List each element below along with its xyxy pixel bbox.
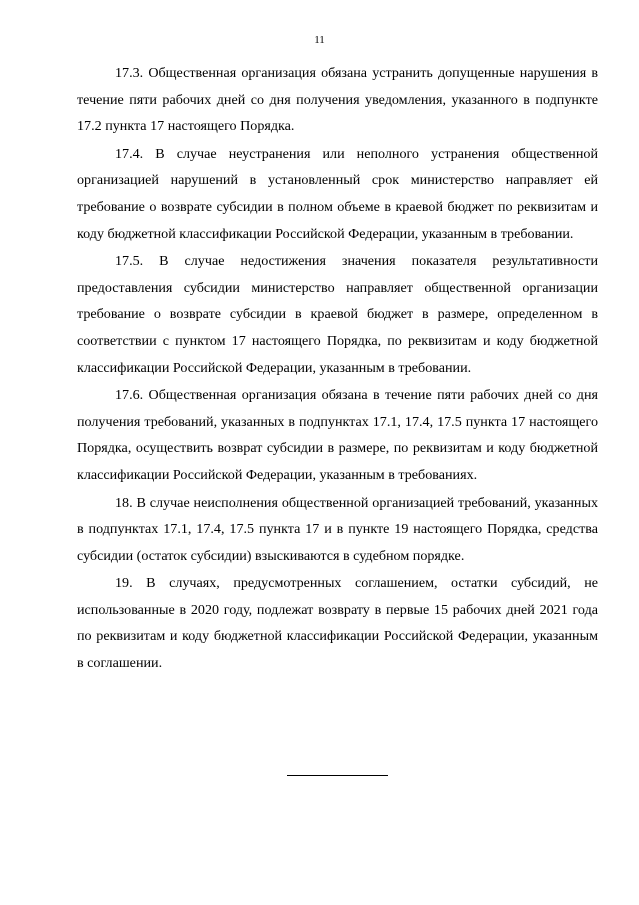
paragraph-text: В случае недостижения значения показателя результативности предоставления субсидии министерство направляет общественной организации требование о возврате субсидии в краевой бюджет в размере, определенном в соответствии с пунктом 17 настоящего Порядка, по реквизитам и коду бюджетной классификации Российской Федерации, указанным в требовании. (77, 253, 598, 376)
paragraph-number: 17.3. (115, 65, 144, 81)
document-body (77, 60, 598, 677)
paragraph-19 (77, 570, 598, 676)
paragraph-text: В случаях, предусмотренных соглашением, остатки субсидий, не использованные в 2020 году, подлежат возврату в первые 15 рабочих дней 2021 года по реквизитам и коду бюджетной классификации Российской Федерации, указанным в соглашении. (77, 575, 598, 672)
paragraph-17-5 (77, 248, 598, 381)
paragraph-number: 19. (115, 575, 133, 592)
paragraph-17-4 (77, 141, 598, 247)
paragraph-number: 17.5. (115, 253, 144, 270)
paragraph-18 (77, 490, 598, 570)
page-number: 11 (314, 34, 325, 46)
paragraph-text: В случае неустранения или неполного устранения общественной организацией нарушений в установленный срок министерство направляет ей требование о возврате субсидии в полном объеме в краевой бюджет по реквизитам и коду бюджетной классификации Российской Федерации, указанным в требовании. (77, 145, 598, 242)
paragraph-17-3 (77, 60, 598, 140)
paragraph-text: Общественная организация обязана в течение пяти рабочих дней со дня получения требований, указанных в подпунктах 17.1, 17.4, 17.5 пункта 17 настоящего Порядка, осуществить возврат субсидии в размере, по реквизитам и коду бюджетной классификации Российской Федерации, указанным в требованиях. (77, 387, 598, 483)
paragraph-17-6 (77, 382, 598, 488)
paragraph-text: В случае неисполнения общественной организацией требований, указанных в подпунктах 17.1, 17.4, 17.5 пункта 17 и в пункте 19 настоящего Порядка, средства субсидии (остаток субсидии) взыскиваются в судебном порядке. (77, 494, 598, 564)
paragraph-text: Общественная организация обязана устранить допущенные нарушения в течение пяти рабочих дней со дня получения уведомления, указанного в подпункте 17.2 пункта 17 настоящего Порядка. (77, 65, 598, 135)
paragraph-number: 18. (115, 494, 133, 511)
closing-divider-line (287, 775, 388, 776)
paragraph-number: 17.6. (115, 387, 144, 404)
paragraph-number: 17.4. (115, 145, 144, 162)
